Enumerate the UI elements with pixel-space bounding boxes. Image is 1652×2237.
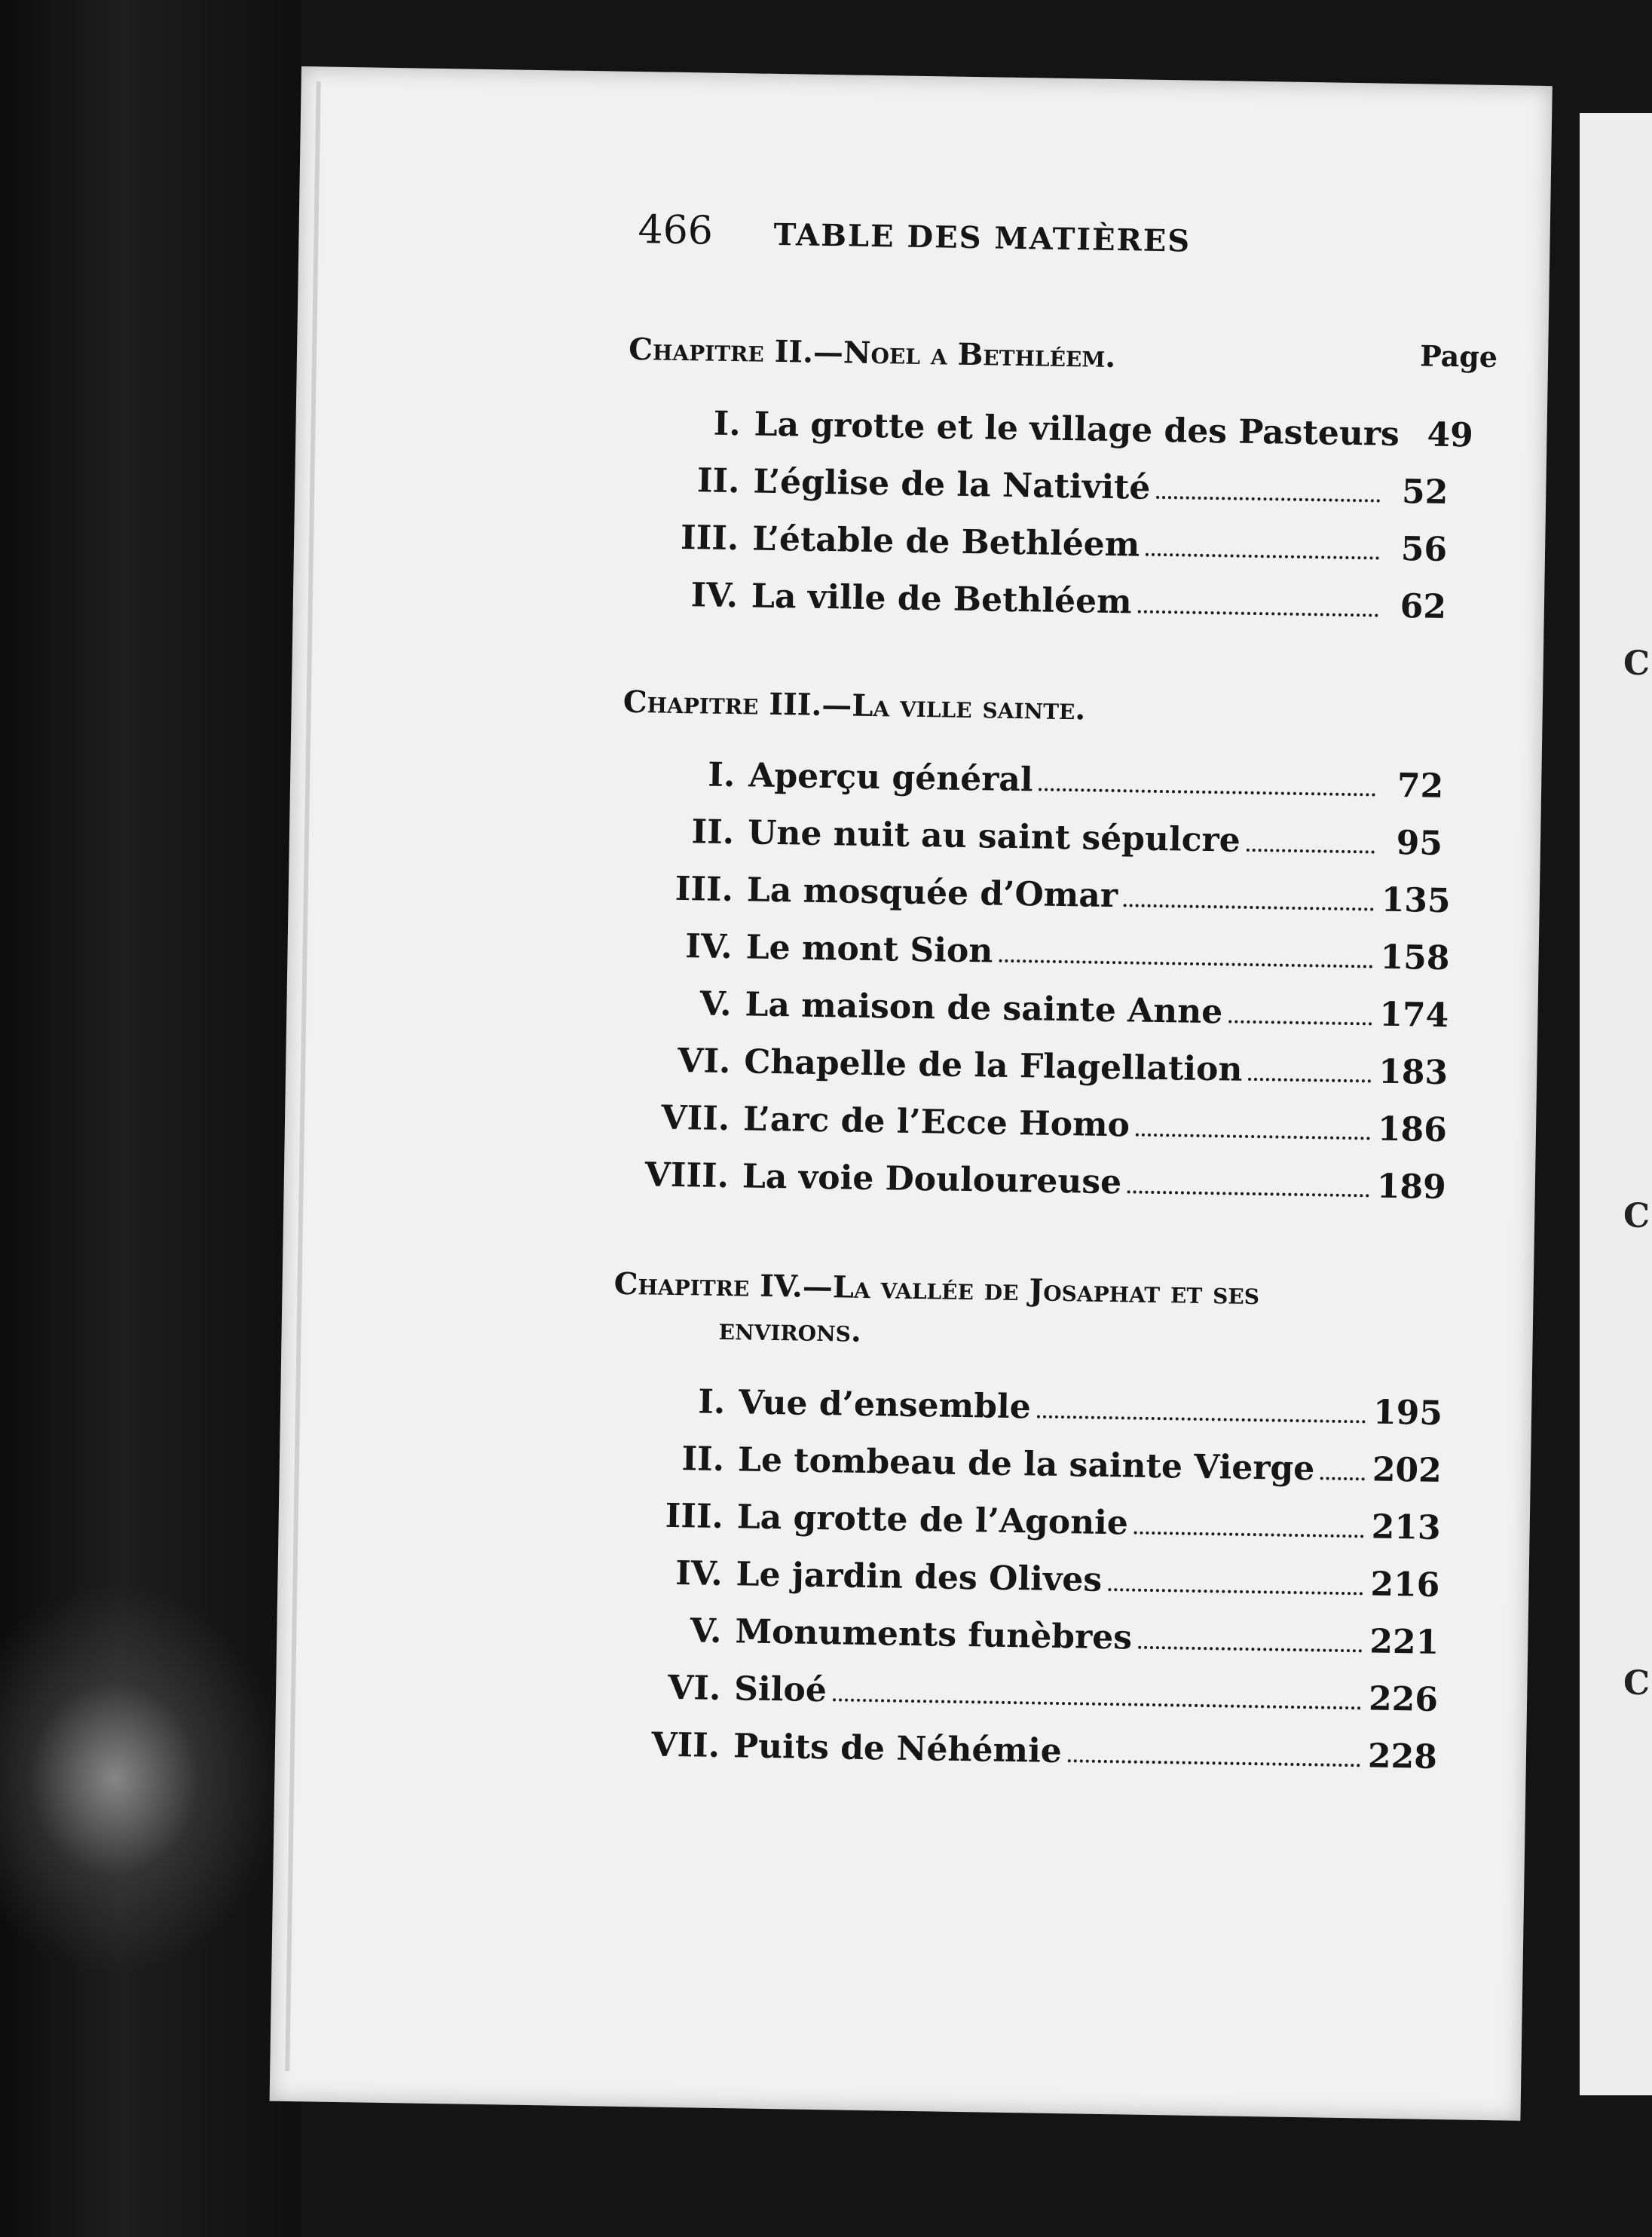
dot-leader [1137,611,1378,617]
next-page-fragment: C [1623,644,1650,683]
dot-leader [833,1698,1361,1709]
entry-number: VII. [651,1725,720,1765]
toc-entry [648,518,1448,583]
entry-page: 95 [1396,823,1443,863]
page-column-label: Page [1419,338,1498,374]
dot-leader [1124,904,1374,910]
entry-title: Aperçu général [748,756,1033,800]
entry-number: IV. [684,927,733,967]
entry-page: 186 [1377,1109,1448,1150]
scan-smudge [0,1583,286,1975]
entry-title: Une nuit au saint sépulcre [747,813,1241,860]
dot-leader [1068,1759,1360,1767]
toc-entry [650,403,1474,469]
entry-page: 195 [1372,1393,1443,1433]
toc-entry [638,1155,1447,1221]
next-page-fragment: C [1623,1664,1650,1703]
chapter-heading [623,681,1490,738]
toc-entry [632,1496,1441,1562]
book-page [270,66,1553,2121]
toc-entry [640,1041,1449,1106]
entry-title: Vue d’ensemble [738,1383,1032,1427]
dot-leader [1320,1477,1365,1480]
entry-title: Puits de Néhémie [733,1727,1063,1771]
toc-entry [647,575,1446,641]
entry-title: La mosquée d’Omar [746,871,1118,916]
entry-page: 158 [1380,938,1450,978]
chapter-heading-text: Chapitre IV.—La vallée de Josaphat et ses [613,1265,1260,1312]
entry-page: 49 [1427,415,1474,455]
chapter-heading-text: Chapitre III.—La ville sainte. [623,684,1086,727]
entry-title: La maison de sainte Anne [745,985,1223,1032]
entry-title: La ville de Bethléem [751,577,1132,622]
entry-number: IV. [675,1554,724,1594]
toc-entry [629,1725,1438,1791]
toc-entry [644,754,1444,820]
toc-entry [643,812,1442,877]
toc-entry [631,1611,1439,1676]
dot-leader [999,959,1372,969]
dot-leader [1138,1646,1362,1653]
entry-page: 213 [1371,1507,1441,1547]
entry-number: III. [680,518,739,558]
chapter-heading [629,328,1496,385]
entry-page: 72 [1397,766,1444,806]
toc-entry [649,461,1449,526]
dot-leader [1228,1020,1372,1025]
dot-leader [1036,1415,1366,1424]
toc-entry [641,926,1450,992]
entry-number: I. [713,404,742,444]
entry-number: I. [697,1382,726,1422]
next-page-edge [1580,113,1652,2095]
chapter-heading [613,1262,1481,1363]
entry-title: L’étable de Bethléem [751,519,1140,565]
running-title: TABLE DES MATIÈRES [773,216,1192,259]
chapter-heading-text: Chapitre II.—Noel a Bethléem. [628,331,1116,375]
dot-leader [1248,1078,1371,1083]
dot-leader [1246,849,1374,854]
entry-page: 62 [1400,586,1447,626]
dot-leader [1108,1588,1363,1595]
entry-number: VI. [667,1668,721,1708]
entry-page: 183 [1378,1052,1449,1093]
entry-number: VII. [661,1098,730,1139]
entry-number: II. [681,1440,725,1480]
entry-page: 174 [1379,995,1449,1036]
chapter-heading-continuation: environs. [718,1311,862,1349]
entry-title: Le mont Sion [745,928,993,971]
toc-entry [641,984,1449,1049]
next-page-fragment: C [1623,1197,1650,1235]
toc-entry [638,1098,1448,1164]
entry-page: 135 [1381,880,1452,921]
entry-page: 221 [1369,1622,1439,1662]
entry-number: III. [665,1496,724,1537]
toc-entry [632,1553,1440,1619]
entry-title: Le jardin des Olives [736,1555,1103,1599]
entry-title: Le tombeau de la sainte Vierge [737,1440,1315,1489]
entry-number: I. [707,755,736,795]
dot-leader [1127,1190,1369,1197]
dot-leader [1146,553,1379,560]
dot-leader [1134,1532,1364,1538]
toc-entry [635,1382,1443,1447]
entry-title: L’église de la Nativité [753,462,1151,507]
dot-leader [1136,1134,1370,1140]
entry-number: VIII. [644,1155,730,1196]
entry-title: La grotte et le village des Pasteurs [754,405,1400,454]
entry-number: II. [696,461,740,501]
entry-number: IV. [690,576,739,616]
entry-page: 228 [1367,1737,1438,1776]
entry-number: III. [675,869,734,910]
page-header [298,202,1550,282]
toc-entry [642,869,1452,935]
entry-number: II. [691,812,735,852]
entry-page: 52 [1401,473,1449,512]
entry-page: 216 [1370,1565,1440,1605]
entry-number: V. [699,984,732,1024]
toc-entry [633,1439,1442,1504]
entry-title: L’arc de l’Ecce Homo [742,1100,1130,1145]
entry-page: 202 [1372,1450,1442,1490]
entry-number: VI. [677,1042,731,1082]
entry-number: V. [690,1611,722,1651]
entry-page: 226 [1368,1679,1439,1719]
toc-entry [630,1668,1439,1734]
entry-title: La grotte de l’Agonie [736,1498,1129,1543]
entry-title: Monuments funèbres [735,1612,1133,1657]
entry-title: Chapelle de la Flagellation [743,1042,1243,1089]
entry-page: 189 [1376,1167,1447,1207]
dot-leader [1156,496,1380,503]
page-number: 466 [638,207,714,254]
entry-title: La voie Douloureuse [742,1157,1122,1202]
dot-leader [1039,788,1375,796]
entry-page: 56 [1400,529,1448,569]
entry-title: Siloé [733,1669,828,1710]
